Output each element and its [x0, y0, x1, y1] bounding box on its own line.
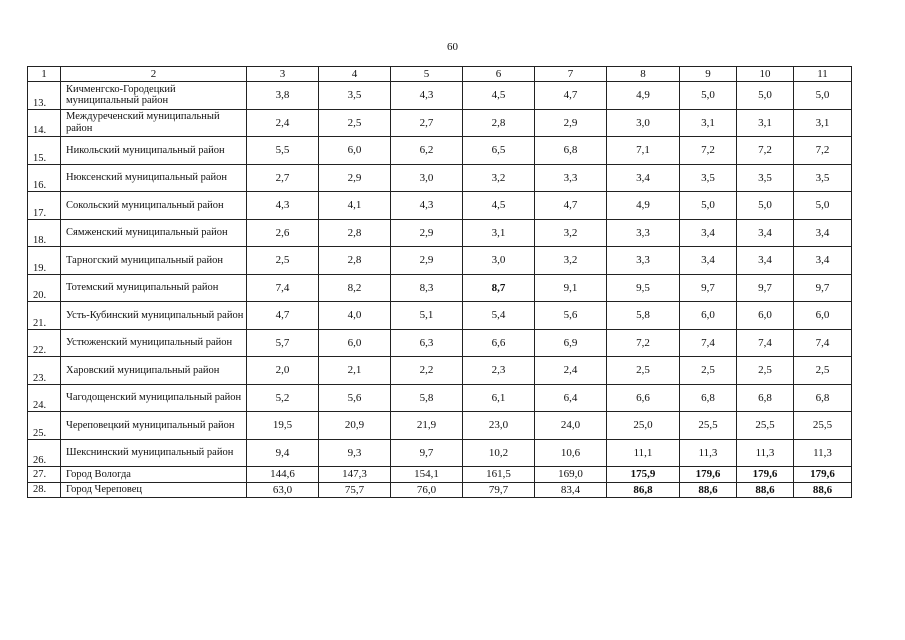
value-cell: 7,2 — [737, 137, 794, 165]
row-name: Усть-Кубинский муниципальный район — [61, 302, 247, 330]
value-cell: 3,1 — [794, 109, 852, 137]
value-cell: 3,2 — [535, 247, 607, 275]
value-cell: 5,4 — [463, 302, 535, 330]
table-row — [28, 412, 852, 440]
value-cell: 3,4 — [737, 219, 794, 247]
value-cell: 6,0 — [794, 302, 852, 330]
value-cell: 5,0 — [737, 192, 794, 220]
table-row — [28, 219, 852, 247]
value-cell: 3,4 — [680, 247, 737, 275]
data-table — [27, 66, 852, 498]
row-number: 26. — [28, 439, 61, 467]
table-body — [28, 82, 852, 498]
value-cell: 5,5 — [247, 137, 319, 165]
table-row — [28, 274, 852, 302]
value-cell: 79,7 — [463, 482, 535, 498]
value-cell: 2,9 — [319, 164, 391, 192]
value-cell: 9,3 — [319, 439, 391, 467]
value-cell: 4,5 — [463, 192, 535, 220]
row-name: Город Вологда — [61, 467, 247, 483]
table-row — [28, 357, 852, 385]
value-cell: 7,4 — [247, 274, 319, 302]
value-cell: 76,0 — [391, 482, 463, 498]
value-cell: 63,0 — [247, 482, 319, 498]
value-cell: 179,6 — [737, 467, 794, 483]
value-cell: 169,0 — [535, 467, 607, 483]
row-name: Сокольский муниципальный район — [61, 192, 247, 220]
value-cell: 11,3 — [680, 439, 737, 467]
value-cell: 161,5 — [463, 467, 535, 483]
column-header: 2 — [61, 67, 247, 82]
value-cell: 9,7 — [391, 439, 463, 467]
table-row — [28, 192, 852, 220]
value-cell: 4,7 — [247, 302, 319, 330]
value-cell: 5,0 — [680, 82, 737, 110]
row-name: Харовский муниципальный район — [61, 357, 247, 385]
value-cell: 7,1 — [607, 137, 680, 165]
value-cell: 2,8 — [319, 219, 391, 247]
value-cell: 2,9 — [391, 247, 463, 275]
value-cell: 9,5 — [607, 274, 680, 302]
row-name: Шекснинский муниципальный район — [61, 439, 247, 467]
row-number: 14. — [28, 109, 61, 137]
value-cell: 3,8 — [247, 82, 319, 110]
value-cell: 5,7 — [247, 329, 319, 357]
row-number: 22. — [28, 329, 61, 357]
value-cell: 11,1 — [607, 439, 680, 467]
table-row — [28, 384, 852, 412]
value-cell: 3,5 — [680, 164, 737, 192]
value-cell: 88,6 — [737, 482, 794, 498]
value-cell: 2,4 — [535, 357, 607, 385]
value-cell: 3,2 — [535, 219, 607, 247]
value-cell: 6,0 — [737, 302, 794, 330]
column-header: 6 — [463, 67, 535, 82]
value-cell: 9,7 — [737, 274, 794, 302]
table-row — [28, 82, 852, 110]
value-cell: 2,8 — [463, 109, 535, 137]
value-cell: 3,1 — [737, 109, 794, 137]
value-cell: 25,5 — [794, 412, 852, 440]
value-cell: 7,2 — [794, 137, 852, 165]
value-cell: 10,6 — [535, 439, 607, 467]
value-cell: 2,2 — [391, 357, 463, 385]
table-row — [28, 329, 852, 357]
value-cell: 5,2 — [247, 384, 319, 412]
value-cell: 147,3 — [319, 467, 391, 483]
value-cell: 9,7 — [794, 274, 852, 302]
value-cell: 6,2 — [391, 137, 463, 165]
row-number: 21. — [28, 302, 61, 330]
column-header: 5 — [391, 67, 463, 82]
table-row — [28, 482, 852, 498]
value-cell: 179,6 — [794, 467, 852, 483]
row-number: 27. — [28, 467, 61, 483]
value-cell: 154,1 — [391, 467, 463, 483]
value-cell: 19,5 — [247, 412, 319, 440]
value-cell: 6,9 — [535, 329, 607, 357]
value-cell: 4,9 — [607, 82, 680, 110]
column-header: 8 — [607, 67, 680, 82]
value-cell: 3,4 — [794, 219, 852, 247]
value-cell: 2,5 — [680, 357, 737, 385]
value-cell: 3,2 — [463, 164, 535, 192]
value-cell: 2,8 — [319, 247, 391, 275]
header-row — [28, 67, 852, 82]
row-number: 23. — [28, 357, 61, 385]
value-cell: 24,0 — [535, 412, 607, 440]
value-cell: 5,0 — [737, 82, 794, 110]
value-cell: 3,4 — [680, 219, 737, 247]
value-cell: 4,7 — [535, 192, 607, 220]
row-name: Никольский муниципальный район — [61, 137, 247, 165]
row-number: 18. — [28, 219, 61, 247]
row-name: Кичменгско-Городецкий муниципальный район — [61, 82, 247, 110]
value-cell: 5,0 — [680, 192, 737, 220]
value-cell: 2,5 — [737, 357, 794, 385]
value-cell: 6,6 — [463, 329, 535, 357]
column-header: 7 — [535, 67, 607, 82]
column-header: 10 — [737, 67, 794, 82]
row-number: 20. — [28, 274, 61, 302]
value-cell: 5,1 — [391, 302, 463, 330]
value-cell: 3,3 — [607, 219, 680, 247]
value-cell: 6,3 — [391, 329, 463, 357]
value-cell: 6,4 — [535, 384, 607, 412]
row-number: 25. — [28, 412, 61, 440]
value-cell: 4,7 — [535, 82, 607, 110]
value-cell: 5,0 — [794, 192, 852, 220]
value-cell: 4,3 — [391, 82, 463, 110]
value-cell: 3,4 — [607, 164, 680, 192]
value-cell: 20,9 — [319, 412, 391, 440]
value-cell: 88,6 — [794, 482, 852, 498]
value-cell: 6,1 — [463, 384, 535, 412]
table-row — [28, 109, 852, 137]
value-cell: 2,9 — [535, 109, 607, 137]
value-cell: 144,6 — [247, 467, 319, 483]
value-cell: 3,0 — [463, 247, 535, 275]
value-cell: 2,5 — [247, 247, 319, 275]
value-cell: 3,1 — [463, 219, 535, 247]
value-cell: 9,4 — [247, 439, 319, 467]
value-cell: 21,9 — [391, 412, 463, 440]
value-cell: 4,5 — [463, 82, 535, 110]
value-cell: 179,6 — [680, 467, 737, 483]
value-cell: 10,2 — [463, 439, 535, 467]
row-name: Сямженский муниципальный район — [61, 219, 247, 247]
row-number: 16. — [28, 164, 61, 192]
value-cell: 25,0 — [607, 412, 680, 440]
value-cell: 3,0 — [391, 164, 463, 192]
row-number: 28. — [28, 482, 61, 498]
value-cell: 2,5 — [319, 109, 391, 137]
value-cell: 8,3 — [391, 274, 463, 302]
value-cell: 11,3 — [794, 439, 852, 467]
row-name: Чагодощенский муниципальный район — [61, 384, 247, 412]
table-row — [28, 164, 852, 192]
value-cell: 6,0 — [680, 302, 737, 330]
value-cell: 5,6 — [319, 384, 391, 412]
value-cell: 3,0 — [607, 109, 680, 137]
value-cell: 4,3 — [391, 192, 463, 220]
value-cell: 7,2 — [607, 329, 680, 357]
value-cell: 3,3 — [607, 247, 680, 275]
value-cell: 6,0 — [319, 329, 391, 357]
value-cell: 86,8 — [607, 482, 680, 498]
column-header: 9 — [680, 67, 737, 82]
value-cell: 4,0 — [319, 302, 391, 330]
table-row — [28, 302, 852, 330]
column-header: 4 — [319, 67, 391, 82]
value-cell: 2,3 — [463, 357, 535, 385]
value-cell: 6,8 — [535, 137, 607, 165]
value-cell: 6,8 — [680, 384, 737, 412]
row-number: 13. — [28, 82, 61, 110]
value-cell: 4,1 — [319, 192, 391, 220]
value-cell: 5,8 — [391, 384, 463, 412]
value-cell: 75,7 — [319, 482, 391, 498]
value-cell: 7,2 — [680, 137, 737, 165]
row-name: Тарногский муниципальный район — [61, 247, 247, 275]
value-cell: 3,4 — [737, 247, 794, 275]
value-cell: 6,8 — [794, 384, 852, 412]
value-cell: 2,0 — [247, 357, 319, 385]
value-cell: 2,5 — [607, 357, 680, 385]
value-cell: 3,3 — [535, 164, 607, 192]
table-row — [28, 137, 852, 165]
value-cell: 3,1 — [680, 109, 737, 137]
row-name: Нюксенский муниципальный район — [61, 164, 247, 192]
value-cell: 3,5 — [319, 82, 391, 110]
row-number: 19. — [28, 247, 61, 275]
row-number: 24. — [28, 384, 61, 412]
value-cell: 9,7 — [680, 274, 737, 302]
value-cell: 5,0 — [794, 82, 852, 110]
column-header: 1 — [28, 67, 61, 82]
value-cell: 3,4 — [794, 247, 852, 275]
value-cell: 25,5 — [737, 412, 794, 440]
value-cell: 25,5 — [680, 412, 737, 440]
value-cell: 23,0 — [463, 412, 535, 440]
value-cell: 6,6 — [607, 384, 680, 412]
row-name: Череповецкий муниципальный район — [61, 412, 247, 440]
table-row — [28, 467, 852, 483]
value-cell: 4,9 — [607, 192, 680, 220]
value-cell: 83,4 — [535, 482, 607, 498]
value-cell: 3,5 — [737, 164, 794, 192]
row-name: Тотемский муниципальный район — [61, 274, 247, 302]
value-cell: 88,6 — [680, 482, 737, 498]
value-cell: 7,4 — [680, 329, 737, 357]
value-cell: 2,9 — [391, 219, 463, 247]
table-row — [28, 439, 852, 467]
value-cell: 6,5 — [463, 137, 535, 165]
value-cell: 8,2 — [319, 274, 391, 302]
value-cell: 7,4 — [794, 329, 852, 357]
row-number: 17. — [28, 192, 61, 220]
row-name: Устюженский муниципальный район — [61, 329, 247, 357]
value-cell: 3,5 — [794, 164, 852, 192]
value-cell: 11,3 — [737, 439, 794, 467]
value-cell: 2,6 — [247, 219, 319, 247]
row-name: Междуреченский муниципальный район — [61, 109, 247, 137]
value-cell: 5,8 — [607, 302, 680, 330]
value-cell: 2,7 — [391, 109, 463, 137]
column-header: 3 — [247, 67, 319, 82]
value-cell: 5,6 — [535, 302, 607, 330]
table-row — [28, 247, 852, 275]
page-number: 60 — [447, 41, 458, 53]
value-cell: 2,5 — [794, 357, 852, 385]
row-number: 15. — [28, 137, 61, 165]
value-cell: 7,4 — [737, 329, 794, 357]
value-cell: 2,4 — [247, 109, 319, 137]
value-cell: 2,1 — [319, 357, 391, 385]
value-cell: 6,0 — [319, 137, 391, 165]
column-header: 11 — [794, 67, 852, 82]
row-name: Город Череповец — [61, 482, 247, 498]
value-cell: 9,1 — [535, 274, 607, 302]
value-cell: 175,9 — [607, 467, 680, 483]
value-cell: 6,8 — [737, 384, 794, 412]
value-cell: 4,3 — [247, 192, 319, 220]
value-cell: 2,7 — [247, 164, 319, 192]
value-cell: 8,7 — [463, 274, 535, 302]
